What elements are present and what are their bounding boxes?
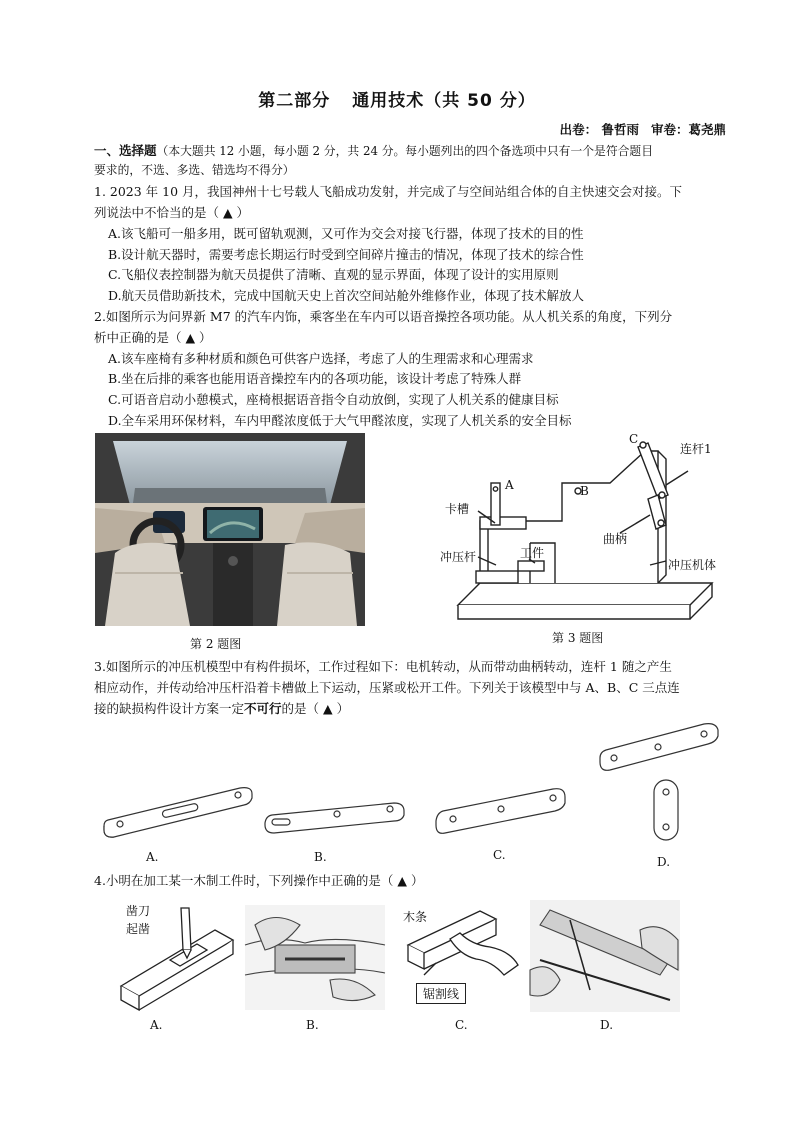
q4-stem-1: 4.小明在加工某一木制工件时，下列操作中正确的是（ ▲ ）: [94, 873, 424, 888]
q1-option-d: D.航天员借助新技术，完成中国航天史上首次空间站舱外维修作业，体现了技术解放人: [108, 288, 585, 303]
q3-option-a-drawing: [100, 780, 260, 840]
q1-stem-1: 1. 2023 年 10 月，我国神州十七号载人飞船成功发射，并完成了与空间站组合体的自主快速交会对接。下: [94, 184, 683, 199]
q4-option-d-drawing: [530, 900, 680, 1012]
fig3-label-link: 连杆1: [680, 442, 712, 456]
q4-label-lift: 起凿: [126, 922, 151, 936]
q4-option-b-drawing: [245, 905, 385, 1010]
q1-option-c: C.飞船仪表控制器为航天员提供了清晰、直观的显示界面，体现了设计的实用原则: [108, 267, 559, 282]
title-part: 第二部分: [258, 91, 331, 111]
q3-option-c-label: C.: [493, 848, 506, 862]
q2-option-a: A.该车座椅有多种材质和颜色可供客户选择，考虑了人的生理需求和心理需求: [108, 351, 534, 366]
q3-option-d-drawing: [596, 720, 726, 845]
q2-stem-2: 析中正确的是（ ▲ ）: [94, 330, 212, 345]
q4-option-d-label: D.: [600, 1018, 614, 1032]
q3-stem-1: 3.如图所示的冲压机模型中有构件损坏，工作过程如下：电机转动，从而带动曲柄转动，连杆 1 随之产生: [94, 659, 672, 674]
q3-option-c-drawing: [433, 785, 573, 837]
q4-option-c-label: C.: [455, 1018, 468, 1032]
q3-option-d-label: D.: [657, 855, 671, 869]
q4-label-chisel: 凿刀: [126, 904, 151, 918]
section-note-2: 要求的，不选、多选、错选均不得分）: [94, 163, 295, 177]
section-heading: [94, 140, 653, 162]
title-subject: 通用技术（共 50 分）: [352, 91, 536, 111]
fig3-label-crank: 曲柄: [603, 532, 628, 546]
section-title: 一、选择题: [94, 143, 157, 158]
q2-option-c: C.可语音启动小憩模式，座椅根据语音指令自动放倒，实现了人机关系的健康目标: [108, 392, 559, 407]
q3-emphasis: 不可行: [244, 701, 282, 716]
q2-stem-1: 2.如图所示为问界新 M7 的汽车内饰，乘客坐在车内可以语音操控各项功能。从人机关系的角度，下列分: [94, 309, 673, 324]
q3-stem-3a: 接的缺损构件设计方案一定: [94, 701, 245, 716]
q3-stem-3c: 的是（ ▲ ）: [281, 701, 350, 716]
car-interior-photo: [95, 433, 365, 626]
fig3-label-c: C: [629, 432, 639, 446]
q3-option-a-label: A.: [146, 850, 159, 864]
stamping-machine-diagram: [440, 433, 740, 633]
q3-option-b-label: B.: [314, 850, 327, 864]
fig3-label-slot: 卡槽: [445, 502, 470, 516]
q1-option-b: B.设计航天器时，需要考虑长期运行时受到空间碎片撞击的情况，体现了技术的综合性: [108, 247, 584, 262]
fig3-label-b: B: [580, 484, 589, 498]
fig3-caption: 第 3 题图: [552, 631, 604, 645]
fig3-label-body: 冲压机体: [668, 558, 717, 572]
q3-option-b-drawing: [262, 797, 412, 837]
q4-label-wood: 木条: [403, 910, 428, 924]
q2-option-d: D.全车采用环保材料，车内甲醛浓度低于大气甲醛浓度，实现了人机关系的安全目标: [108, 413, 572, 428]
q3-stem-3: [94, 698, 349, 719]
q1-option-a: A.该飞船可一船多用，既可留轨观测，又可作为交会对接飞行器，体现了技术的目的性: [108, 226, 584, 241]
q2-option-b: B.坐在后排的乘客也能用语音操控车内的各项功能，该设计考虑了特殊人群: [108, 371, 522, 386]
fig3-label-a: A: [505, 478, 514, 492]
q4-option-b-label: B.: [306, 1018, 319, 1032]
fig2-caption: 第 2 题图: [190, 637, 242, 651]
reviewer: 审卷：葛尧鼎: [650, 122, 726, 137]
q3-stem-2: 相应动作，并传动给冲压杆沿着卡槽做上下运动，压紧或松开工件。下列关于该模型中与 A、B、C 三点连: [94, 680, 680, 695]
fig3-label-work: 工件: [520, 546, 545, 560]
page-title: [0, 86, 794, 111]
q4-option-a-label: A.: [150, 1018, 163, 1032]
q4-label-saw-line: 锯割线: [416, 983, 466, 1004]
q1-stem-2: 列说法中不恰当的是（ ▲ ）: [94, 205, 250, 220]
authors-line: [548, 120, 726, 138]
author: 出卷： 鲁哲雨: [559, 122, 639, 137]
fig3-label-rod: 冲压杆: [440, 550, 477, 564]
section-note-1: （本大题共 12 小题，每小题 2 分，共 24 分。每小题列出的四个备选项中只有一个是符合题目: [156, 144, 654, 158]
